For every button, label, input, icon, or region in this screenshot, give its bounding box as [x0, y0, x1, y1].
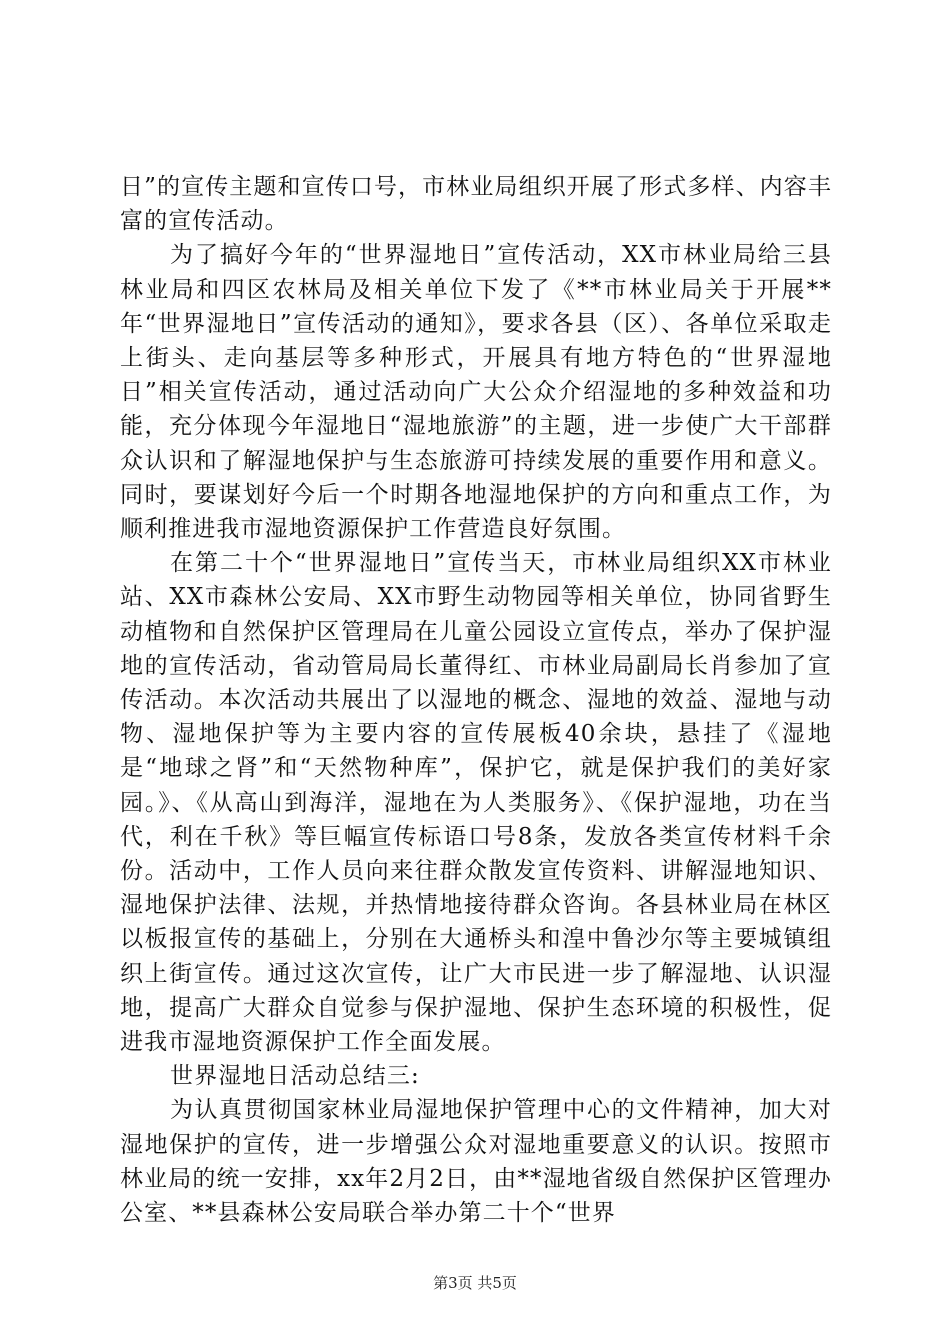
section-heading-summary-three: 世界湿地日活动总结三:: [170, 1063, 420, 1090]
paragraph-1: 日”的宣传主题和宣传口号，市林业局组织开展了形式多样、内容丰富的宣传活动。: [120, 174, 832, 235]
paragraph-5: 为认真贯彻国家林业局湿地保护管理中心的文件精神，加大对湿地保护的宣传，进一步增强公众对湿地重要意义的认识。按照市林业局的统一安排，xx年2月2日，由**湿地省级自然保护区管理办公室、**县森林公安局联合举办第二十个“世界: [120, 1097, 832, 1227]
document-body: [120, 170, 832, 1230]
paragraph-2: 为了搞好今年的“世界湿地日”宣传活动，XX市林业局给三县林业局和四区农林局及相关单位下发了《**市林业局关于开展**年“世界湿地日”宣传活动的通知》，要求各县（区）、各单位采取走上街头、走向基层等多种形式，开展具有地方特色的“世界湿地日”相关宣传活动，通过活动向广大公众介绍湿地的多种效益和功能，充分体现今年湿地日“湿地旅游”的主题，进一步使广大干部群众认识和了解湿地保护与生态旅游可持续发展的重要作用和意义。同时，要谋划好今后一个时期各地湿地保护的方向和重点工作，为顺利推进我市湿地资源保护工作营造良好氛围。: [120, 242, 832, 543]
paragraph-3: 在第二十个“世界湿地日”宣传当天，市林业局组织XX市林业站、XX市森林公安局、XX市野生动物园等相关单位，协同省野生动植物和自然保护区管理局在儿童公园设立宣传点，举办了保护湿地的宣传活动，省动管局局长董得红、市林业局副局长肖参加了宣传活动。本次活动共展出了以湿地的概念、湿地的效益、湿地与动物、湿地保护等为主要内容的宣传展板40余块，悬挂了《湿地是“地球之肾”和“天然物种库”，保护它，就是保护我们的美好家园。》、《从高山到海洋，湿地在为人类服务》、《保护湿地，功在当代，利在千秋》等巨幅宣传标语口号8条，发放各类宣传材料千余份。活动中，工作人员向来往群众散发宣传资料、讲解湿地知识、湿地保护法律、法规，并热情地接待群众咨询。各县林业局在林区以板报宣传的基础上，分别在大通桥头和湟中鲁沙尔等主要城镇组织上街宣传。通过这次宣传，让广大市民进一步了解湿地、认识湿地，提高广大群众自觉参与保护湿地、保护生态环境的积极性，促进我市湿地资源保护工作全面发展。: [120, 550, 832, 1056]
page-number-footer: 第3页 共5页: [433, 1274, 517, 1292]
